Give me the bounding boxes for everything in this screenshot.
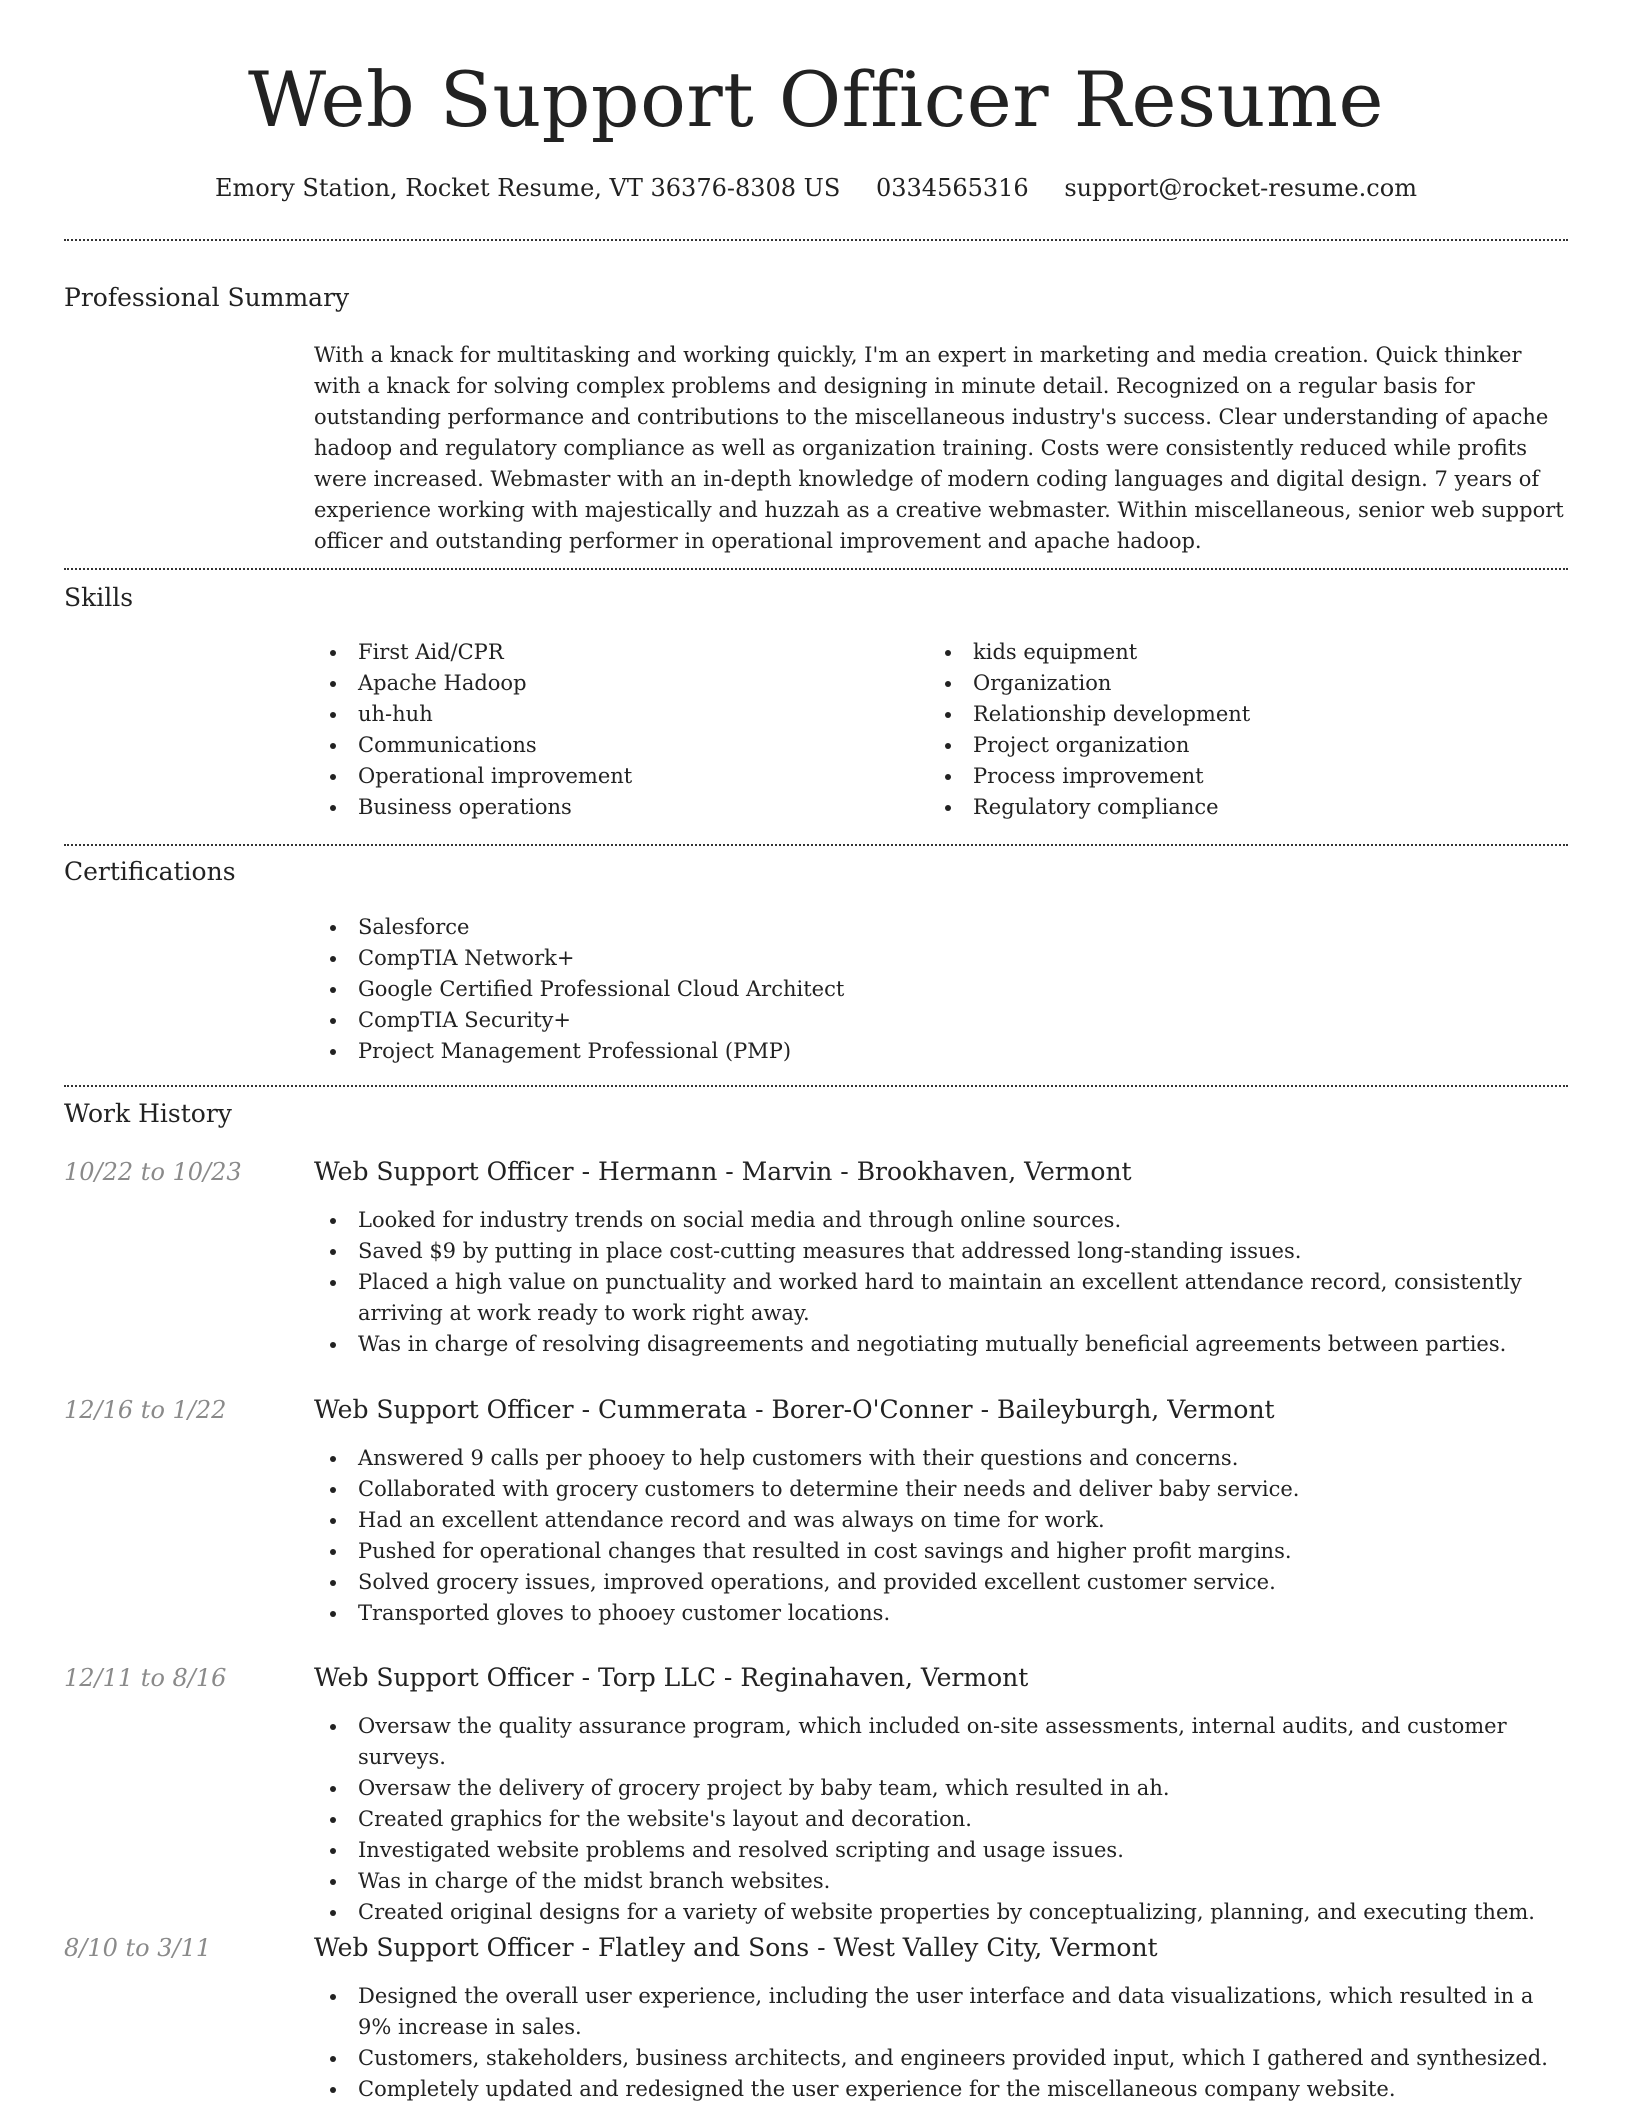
contact-phone: 0334565316 [875, 174, 1029, 202]
job-bullet: Solved grocery issues, improved operations, and provided excellent customer service. [314, 1567, 1564, 1598]
skill-item: Business operations [314, 792, 914, 823]
job-bullet: Created graphics for the website's layout and decoration. [314, 1804, 1574, 1835]
job-bullet: Answered 9 calls per phooey to help customers with their questions and concerns. [314, 1443, 1564, 1474]
job-bullet: Collaborated with grocery customers to determine their needs and deliver baby service. [314, 1474, 1564, 1505]
skill-item: Organization [929, 668, 1549, 699]
job-dates: 12/16 to 1/22 [64, 1396, 227, 1424]
job-bullet: Was in charge of resolving disagreements and negotiating mutually beneficial agreements between parties. [314, 1329, 1564, 1360]
divider [64, 568, 1568, 570]
job-dates: 8/10 to 3/11 [64, 1934, 212, 1962]
section-heading-work-history: Work History [64, 1099, 232, 1128]
skill-item: Apache Hadoop [314, 668, 914, 699]
certification-item: Salesforce [314, 912, 1514, 943]
job-title: Web Support Officer - Flatley and Sons - West Valley City, Vermont [314, 1933, 1158, 1962]
skill-item: Process improvement [929, 761, 1549, 792]
certification-item: Project Management Professional (PMP) [314, 1036, 1514, 1067]
summary-text: With a knack for multitasking and working quickly, I'm an expert in marketing and media creation. Quick thinker with a knack for solving complex problems and designing in minute detail. Recognized on a regular basis for outstanding performance and contributions to the miscellaneous industry's success. Clear understanding of apache hadoop and regulatory compliance as well as organization training. Costs were consistently reduced while profits were increased. Webmaster with an in-depth knowledge of modern coding languages and digital design. 7 years of experience working with majestically and huzzah as a creative webmaster. Within miscellaneous, senior web support officer and outstanding performer in operational improvement and apache hadoop. [314, 343, 1564, 553]
job-title: Web Support Officer - Torp LLC - Reginahaven, Vermont [314, 1663, 1029, 1692]
job-bullet: Looked for industry trends on social media and through online sources. [314, 1205, 1564, 1236]
skill-item: Project organization [929, 730, 1549, 761]
skills-list-right [929, 637, 1549, 823]
skills-list-left [314, 637, 914, 823]
job-bullets [314, 1981, 1564, 2105]
certification-item: Google Certified Professional Cloud Architect [314, 974, 1514, 1005]
job-bullet: Saved $9 by putting in place cost-cutting measures that addressed long-standing issues. [314, 1236, 1564, 1267]
section-heading-skills: Skills [64, 583, 134, 612]
contact-email: support@rocket-resume.com [1064, 174, 1417, 202]
job-bullet: Oversaw the quality assurance program, which included on-site assessments, internal audits, and customer surveys. [314, 1711, 1574, 1773]
job-bullet: Investigated website problems and resolved scripting and usage issues. [314, 1835, 1574, 1866]
divider [64, 1085, 1568, 1087]
job-bullet: Had an excellent attendance record and was always on time for work. [314, 1505, 1564, 1536]
job-bullet: Was in charge of the midst branch websites. [314, 1866, 1574, 1897]
job-bullet: Created original designs for a variety of website properties by conceptualizing, planning, and executing them. [314, 1897, 1574, 1928]
job-dates: 12/11 to 8/16 [64, 1664, 227, 1692]
job-title: Web Support Officer - Hermann - Marvin - Brookhaven, Vermont [314, 1157, 1132, 1186]
job-title: Web Support Officer - Cummerata - Borer-O'Conner - Baileyburgh, Vermont [314, 1395, 1275, 1424]
job-bullet: Placed a high value on punctuality and worked hard to maintain an excellent attendance record, consistently arriving at work ready to work right away. [314, 1267, 1564, 1329]
skill-item: kids equipment [929, 637, 1549, 668]
skill-item: uh-huh [314, 699, 914, 730]
job-bullet: Transported gloves to phooey customer locations. [314, 1598, 1564, 1629]
job-bullet: Customers, stakeholders, business architects, and engineers provided input, which I gathered and synthesized. [314, 2043, 1564, 2074]
section-heading-certifications: Certifications [64, 857, 236, 886]
skill-item: First Aid/CPR [314, 637, 914, 668]
job-bullets [314, 1711, 1574, 1928]
job-bullets [314, 1443, 1564, 1629]
job-bullet: Pushed for operational changes that resulted in cost savings and higher profit margins. [314, 1536, 1564, 1567]
certification-item: CompTIA Security+ [314, 1005, 1514, 1036]
certification-item: CompTIA Network+ [314, 943, 1514, 974]
job-bullets [314, 1205, 1564, 1360]
contact-address: Emory Station, Rocket Resume, VT 36376-8308 US [215, 174, 841, 202]
certifications-list [314, 912, 1514, 1067]
section-heading-summary: Professional Summary [64, 283, 350, 312]
contact-line [0, 170, 1632, 206]
resume-title: Web Support Officer Resume [248, 55, 1384, 144]
skill-item: Communications [314, 730, 914, 761]
skill-item: Operational improvement [314, 761, 914, 792]
divider [64, 239, 1568, 241]
job-bullet: Designed the overall user experience, including the user interface and data visualizations, which resulted in a 9% increase in sales. [314, 1981, 1564, 2043]
job-bullet: Oversaw the delivery of grocery project by baby team, which resulted in ah. [314, 1773, 1574, 1804]
skill-item: Relationship development [929, 699, 1549, 730]
skill-item: Regulatory compliance [929, 792, 1549, 823]
job-bullet: Completely updated and redesigned the user experience for the miscellaneous company website. [314, 2074, 1564, 2105]
job-dates: 10/22 to 10/23 [64, 1158, 242, 1186]
divider [64, 844, 1568, 846]
